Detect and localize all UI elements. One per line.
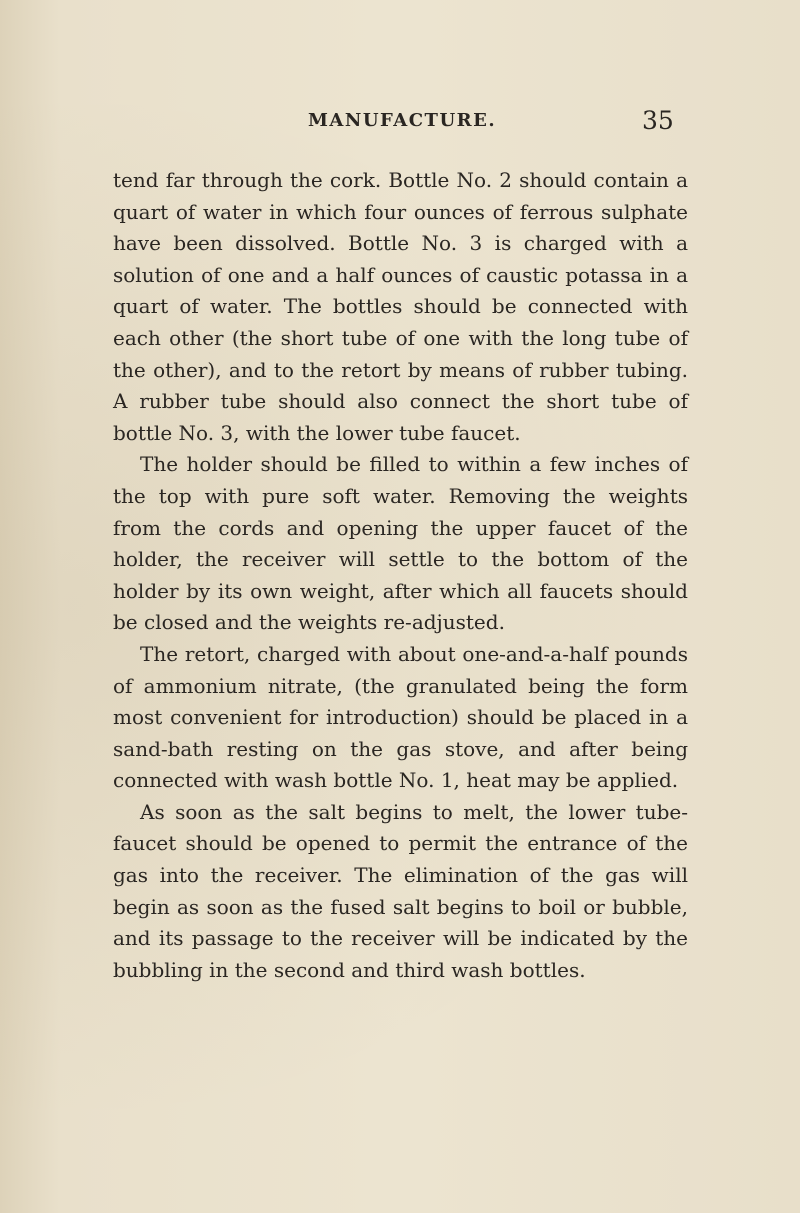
running-title: MANUFACTURE. bbox=[308, 110, 497, 131]
paragraph-continued: tend far through the cork. Bottle No. 2 should contain a quart of water in which four ounces of ferrous sulphate have been dissolved. Bottle No. 3 is charged with a solution of one and a half ounces of caustic potassa in a quart of water. The bottles should be connected with each other (the short tube of one with the long tube of the other), and to the retort by means of rubber tubing. A rubber tube should also connect the short tube of bottle No. 3, with the lower tube faucet. bbox=[113, 168, 688, 445]
paragraph-retort: The retort, charged with about one-and-a-half pounds of ammonium nitrate, (the granulated being the form most convenient for introduction) should be placed in a sand-bath resting on the gas stove, and after being connected with wash bottle No. 1, heat may be applied. bbox=[113, 641, 688, 793]
paragraph-holder: The holder should be filled to within a few inches of the top with pure soft water. Removing the weights from the cords and opening the upper faucet of the holder, the receiver will settle to the bottom of the holder by its own weight, after which all faucets should be closed and the weights re-adjusted. bbox=[113, 452, 688, 635]
page-number: 35 bbox=[642, 106, 674, 135]
body-text bbox=[113, 165, 688, 986]
paragraph-salt: As soon as the salt begins to melt, the lower tube-faucet should be opened to permit the entrance of the gas into the receiver. The elimination of the gas will begin as soon as the fused salt begins to boil or bubble, and its passage to the receiver will be indicated by the bubbling in the second and third wash bottles. bbox=[113, 799, 688, 982]
running-head bbox=[0, 106, 800, 140]
